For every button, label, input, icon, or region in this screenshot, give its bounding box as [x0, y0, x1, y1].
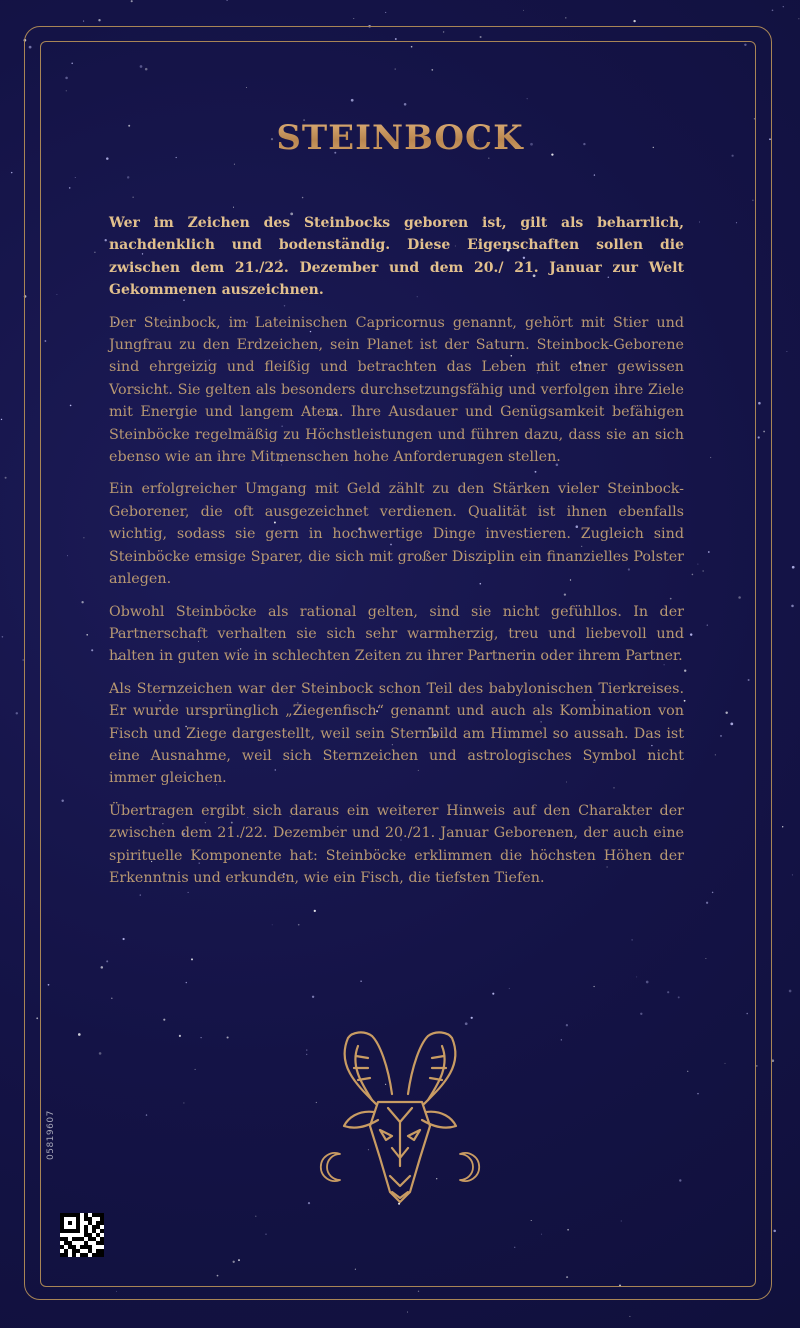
qr-module [80, 1237, 84, 1241]
star [5, 477, 7, 479]
body-paragraph: Ein erfolgreicher Umgang mit Geld zählt zu den Stärken vieler Steinbock-Geborener, die oft ausgezeichnet verdienen. Qualität ist ihnen ebenfalls wichtig, sodass sie gern in hochwertige Dinge investieren. Zugleich sind Steinböcke emsige Sparer, die sich mit großer Disziplin ein finanzielles Polster anlegen. [109, 481, 684, 588]
qr-module [68, 1213, 72, 1217]
star [798, 18, 799, 19]
qr-module [64, 1213, 68, 1217]
star [16, 712, 18, 714]
intro-paragraph: Wer im Zeichen des Steinbocks geboren ist, gilt als beharrlich, nachdenklich und bodenständig. Diese Eigenschaften sollen die zwischen dem 21./22. Dezember und dem 20./ 21. Januar zur Welt Gekommenen auszeichnen. [109, 215, 684, 299]
qr-module [84, 1225, 88, 1229]
qr-module [88, 1249, 92, 1253]
qr-module [64, 1241, 68, 1245]
qr-module [60, 1245, 64, 1249]
star [407, 1312, 408, 1313]
qr-module [100, 1221, 104, 1225]
star [226, 0, 228, 1]
qr-module [100, 1249, 104, 1253]
qr-module [76, 1249, 80, 1253]
qr-module [84, 1245, 88, 1249]
qr-module [100, 1229, 104, 1233]
qr-module [84, 1229, 88, 1233]
star [131, 0, 133, 2]
qr-module [76, 1237, 80, 1241]
qr-module [88, 1217, 92, 1221]
qr-module [88, 1237, 92, 1241]
qr-module [100, 1217, 104, 1221]
qr-module [68, 1245, 72, 1249]
qr-module [76, 1221, 80, 1225]
star [83, 21, 84, 22]
qr-module [100, 1253, 104, 1257]
star [633, 20, 635, 22]
qr-module [84, 1241, 88, 1245]
article-body [109, 212, 684, 899]
star [629, 1316, 630, 1317]
star [789, 990, 792, 993]
qr-module [80, 1245, 84, 1249]
star [792, 874, 793, 875]
qr-module [60, 1237, 64, 1241]
star [353, 18, 354, 19]
qr-module [88, 1233, 92, 1237]
qr-module [64, 1237, 68, 1241]
star [792, 566, 795, 569]
body-paragraph: Als Sternzeichen war der Steinbock schon Teil des babylonischen Tierkreises. Er wurde ursprünglich „Ziegenfisch“ genannt und auch als Kombination von Fisch und Ziege dargestellt, weil sein Sternbild am Himmel so aussah. Das ist eine Ausnahme, weil sich Sternzeichen und astrologisches Symbol nicht immer gleichen. [109, 680, 684, 787]
star [11, 172, 12, 173]
qr-module [64, 1253, 68, 1257]
product-code: 05819607 [46, 1110, 56, 1160]
qr-module [100, 1237, 104, 1241]
qr-module [84, 1217, 88, 1221]
star [565, 17, 566, 18]
star [791, 605, 794, 608]
capricorn-ibex-icon [318, 1026, 482, 1208]
qr-module [84, 1213, 88, 1217]
qr-module [96, 1241, 100, 1245]
qr-module [76, 1229, 80, 1233]
qr-module [92, 1213, 96, 1217]
star [1, 419, 2, 420]
qr-module [84, 1253, 88, 1257]
qr-module [72, 1245, 76, 1249]
qr-module [96, 1253, 100, 1257]
qr-module [96, 1233, 100, 1237]
qr-code [60, 1213, 104, 1257]
qr-module [72, 1237, 76, 1241]
star [772, 9, 774, 11]
qr-module [84, 1233, 88, 1237]
qr-module [60, 1229, 64, 1233]
qr-module [88, 1245, 92, 1249]
qr-module [72, 1229, 76, 1233]
qr-module [96, 1225, 100, 1229]
qr-module [100, 1241, 104, 1245]
qr-module [92, 1237, 96, 1241]
qr-module [100, 1213, 104, 1217]
qr-module [92, 1229, 96, 1233]
qr-module [72, 1253, 76, 1257]
star [786, 351, 787, 352]
body-paragraph: Obwohl Steinböcke als rational gelten, sind sie nicht gefühllos. In der Partnerschaft verhalten sie sich sehr warmherzig, treu und liebevoll und halten in guten wie in schlechten Zeiten zu ihrer Partnerin oder ihrem Partner. [109, 603, 684, 665]
qr-module [60, 1225, 64, 1229]
body-paragraph: Übertragen ergibt sich daraus ein weiterer Hinweis auf den Charakter der zwischen dem 21./22. Dezember und 20./21. Januar Geborenen, der auch eine spirituelle Komponente hat: Steinböcke erklimmen die höchsten Höhen der Erkenntnis und erkunden, wie ein Fisch, die tiefsten Tiefen. [109, 802, 684, 886]
qr-module [60, 1253, 64, 1257]
qr-module [80, 1253, 84, 1257]
qr-module [72, 1249, 76, 1253]
star [2, 636, 4, 638]
qr-module [68, 1241, 72, 1245]
qr-module [68, 1221, 72, 1225]
qr-module [64, 1229, 68, 1233]
star [523, 10, 524, 11]
star [385, 12, 386, 13]
qr-module [76, 1213, 80, 1217]
star [782, 826, 783, 827]
qr-module [88, 1221, 92, 1225]
qr-module [96, 1249, 100, 1253]
qr-module [60, 1213, 64, 1217]
qr-module [60, 1217, 64, 1221]
qr-module [64, 1249, 68, 1253]
star [773, 1230, 776, 1233]
qr-module [96, 1221, 100, 1225]
qr-module [92, 1253, 96, 1257]
qr-module [96, 1213, 100, 1217]
qr-module [72, 1213, 76, 1217]
star [783, 6, 784, 7]
qr-module [92, 1225, 96, 1229]
qr-module [60, 1221, 64, 1225]
page-title: STEINBOCK [0, 118, 800, 158]
qr-module [76, 1217, 80, 1221]
qr-module [68, 1229, 72, 1233]
star [98, 19, 100, 21]
body-paragraph: Der Steinbock, im Lateinischen Capricornus genannt, gehört mit Stier und Jungfrau zu den Erdzeichen, sein Planet ist der Saturn. Steinbock-Geborene sind ehrgeizig und fleißig und betrachten das Leben mit einer gewissen Vorsicht. Sie gelten als besonders durchsetzungsfähig und verfolgen ihre Ziele mit Energie und langem Atem. Ihre Ausdauer und Genügsamkeit befähigen Steinböcke regelmäßig zu Höchstleistungen und führen dazu, dass sie an sich ebenso wie an ihre Mitmenschen hohe Anforderungen stellen. [109, 314, 684, 466]
qr-module [76, 1225, 80, 1229]
